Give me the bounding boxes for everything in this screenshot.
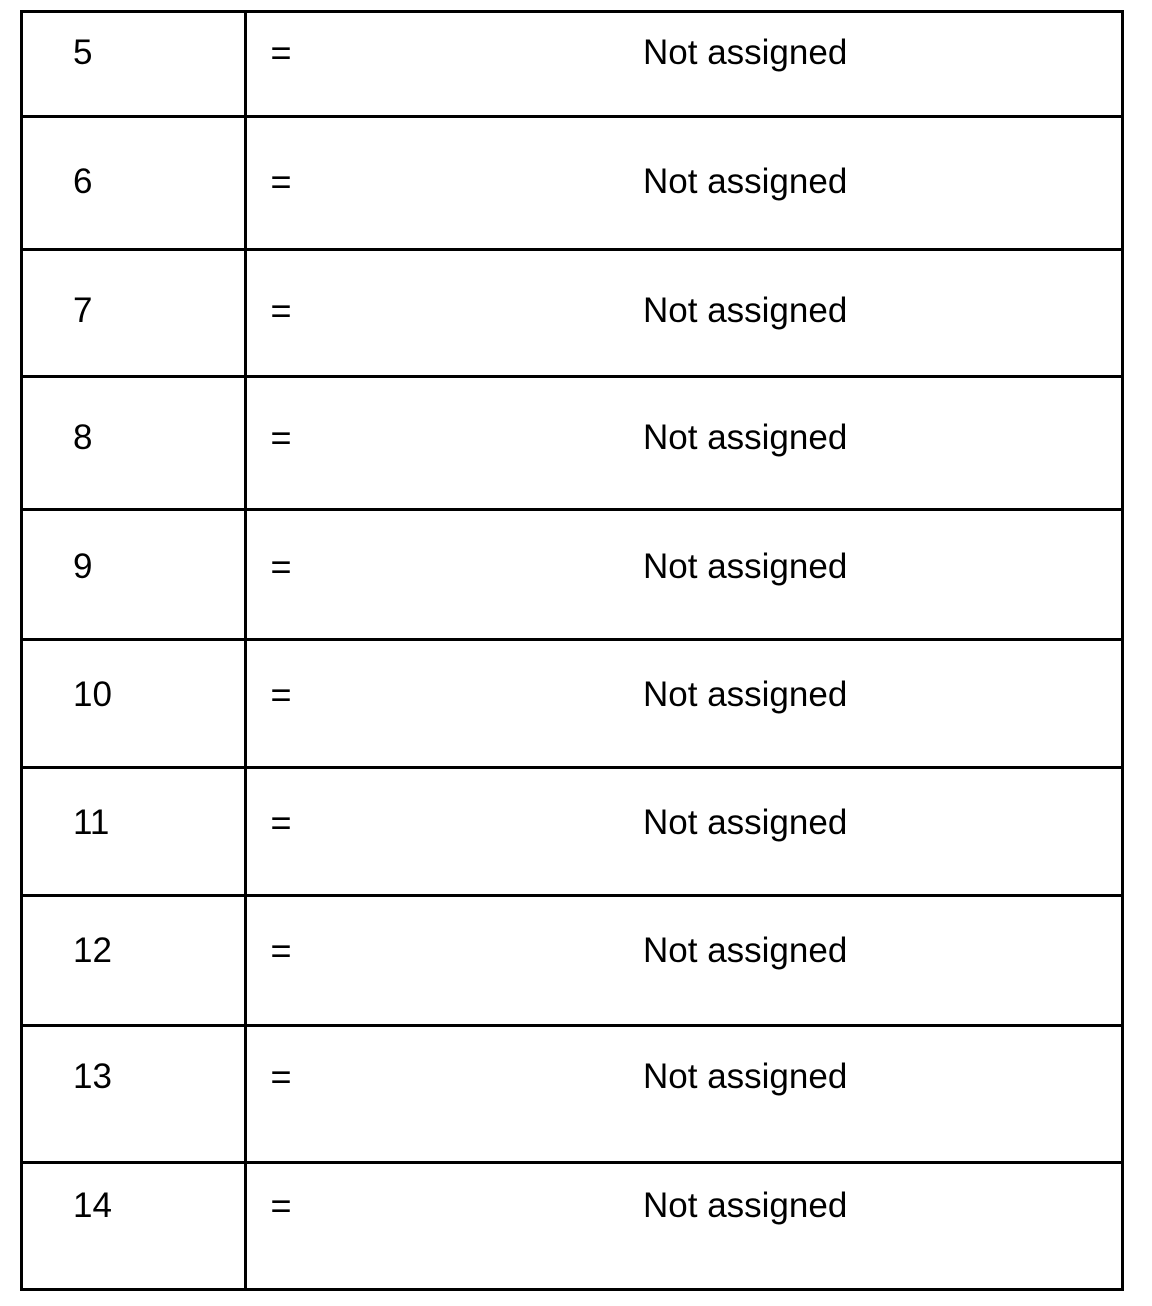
equals-sign: = [270,160,292,202]
equals-sign: = [270,32,292,73]
row-number: 12 [23,895,245,1025]
row-value: Not assigned [345,116,1121,249]
table-row [23,895,1121,1025]
row-number: 11 [23,767,245,895]
table-row [23,116,1121,249]
row-value: Not assigned [345,639,1121,767]
equals-sign: = [270,1184,292,1226]
row-value: Not assigned [345,895,1121,1025]
row-number: 7 [23,249,245,376]
table-row [23,13,1121,116]
row-number: 6 [23,116,245,249]
row-value: Not assigned [345,509,1121,639]
row-value: Not assigned [345,13,1121,116]
table-row [23,1162,1121,1289]
equals-sign: = [270,416,292,458]
table-row [23,767,1121,895]
equals-sign: = [270,801,292,843]
assignment-table [20,10,1124,1291]
table-row [23,509,1121,639]
equals-sign: = [270,929,292,971]
table-row [23,249,1121,376]
equals-sign: = [270,673,292,715]
row-number: 10 [23,639,245,767]
row-number: 9 [23,509,245,639]
equals-sign: = [270,289,292,331]
row-value: Not assigned [345,1162,1121,1289]
row-number: 5 [23,13,245,116]
equals-sign: = [270,545,292,587]
equals-sign: = [270,1055,292,1097]
assignment-table-grid [23,13,1121,1291]
row-value: Not assigned [345,1025,1121,1162]
table-row [23,1025,1121,1162]
row-value: Not assigned [345,376,1121,509]
row-value: Not assigned [345,767,1121,895]
table-row [23,376,1121,509]
table-row [23,639,1121,767]
row-number: 14 [23,1162,245,1289]
row-value: Not assigned [345,249,1121,376]
row-number: 8 [23,376,245,509]
row-number: 13 [23,1025,245,1162]
